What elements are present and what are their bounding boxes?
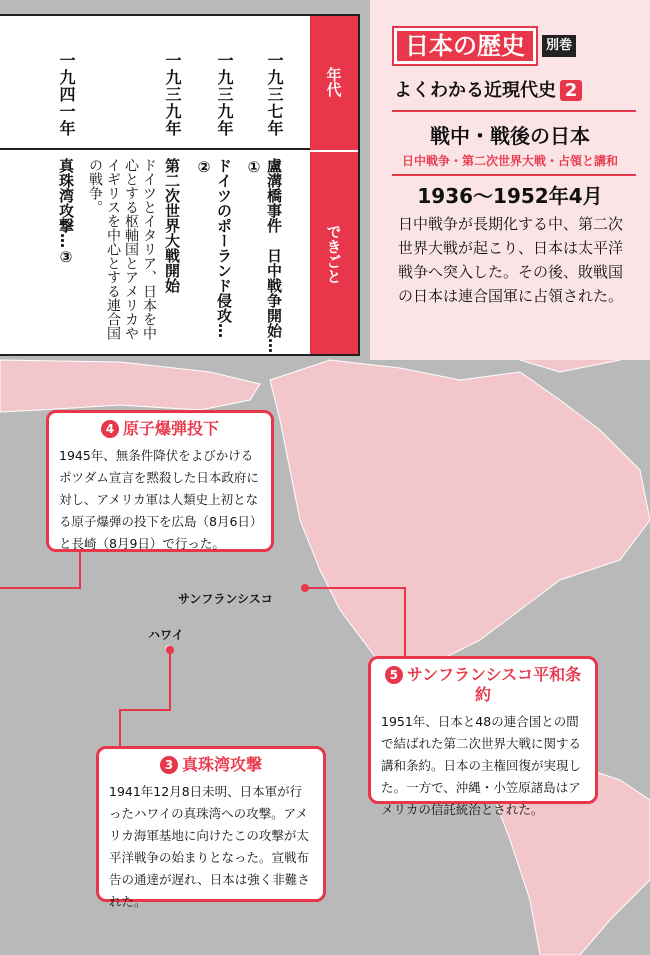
subtitle: 日中戦争・第二次世界大戦・占領と講和 xyxy=(401,154,618,168)
bekkan-badge: 別巻 xyxy=(542,35,576,57)
series-number: 2 xyxy=(560,80,582,101)
timeline-year-3: 一九三九年 xyxy=(163,52,182,137)
series-name: よくわかる近現代史 xyxy=(394,80,556,101)
callout-pearl-body: 1941年12月8日未明、日本軍が行ったハワイの真珠湾への攻撃。アメリカ海軍基地に向けたこの攻撃が太平洋戦争の始まりとなった。宣戦布告の通達が遅れ、日本は強く非難された。 xyxy=(109,784,310,909)
timeline-desc-3: ドイツとイタリア、日本を中心とする枢軸国とアメリカやイギリスを中心とする連合国の戦争。 xyxy=(87,158,157,340)
asia-coast xyxy=(0,360,260,412)
logo-text: 日本の歴史 xyxy=(394,28,536,64)
callout-pearl-number: 3 xyxy=(160,756,178,774)
callout-atomic-body: 1945年、無条件降伏をよびかけるポツダム宣言を黙殺した日本政府に対し、アメリカ軍は人類史上初となる原子爆弾の投下を広島（8月6日）と長崎（8月9日）で行った。 xyxy=(59,448,259,551)
period: 1936〜1952年4月 xyxy=(417,184,603,208)
series-title xyxy=(394,76,582,102)
callout-sf-title xyxy=(381,665,585,705)
header-events: できごと xyxy=(310,150,358,356)
intro-text: 日中戦争が長期化する中、第二次世界大戦が起こり、日本は太平洋戦争へ突入した。その後、敗戦国の日本は連合国軍に占領された。 xyxy=(398,215,624,305)
header-years: 年代 xyxy=(324,67,343,97)
callout-atomic-bomb xyxy=(46,410,274,552)
callout-sf-number: 5 xyxy=(385,666,403,684)
timeline-event-2: ドイツのポーランド侵攻…② xyxy=(195,158,233,338)
callout-pearl-harbor xyxy=(96,746,326,909)
callout-pearl-heading: 真珠湾攻撃 xyxy=(181,755,262,774)
callout-sf-heading: サンフランシスコ平和条約 xyxy=(406,665,582,704)
timeline-table xyxy=(0,14,360,356)
timeline-event-3: 第二次世界大戦開始 xyxy=(163,158,181,293)
san-francisco-dot xyxy=(301,584,309,592)
series-logo xyxy=(394,28,576,64)
separator-top xyxy=(392,110,636,112)
north-america xyxy=(270,360,650,700)
timeline-event-1: 盧溝橋事件 日中戦争開始…① xyxy=(245,158,283,353)
atomic-line xyxy=(0,550,80,588)
separator-bottom xyxy=(392,174,636,176)
callout-sf-body: 1951年、日本と48の連合国との間で結ばれた第二次世界大戦に関する講和条約。日本の主権回復が実現した。一方で、沖縄・小笠原諸島はアメリカの信託統治とされた。 xyxy=(381,714,582,817)
callout-atomic-heading: 原子爆弾投下 xyxy=(122,419,219,438)
callout-sf-treaty xyxy=(368,656,598,817)
title-panel xyxy=(370,0,650,360)
timeline-divider xyxy=(0,148,310,150)
timeline-event-4: 真珠湾攻撃…③ xyxy=(57,158,75,266)
timeline-year-1: 一九三七年 xyxy=(265,52,284,137)
timeline-year-2: 一九三九年 xyxy=(215,52,234,137)
callout-pearl-title xyxy=(109,755,313,775)
label-san-francisco: サンフランシスコ xyxy=(178,592,273,606)
pearl-line xyxy=(120,652,170,748)
timeline-year-4: 一九四一年 xyxy=(57,52,76,137)
timeline-header xyxy=(310,16,358,354)
main-title: 戦中・戦後の日本 xyxy=(430,124,590,148)
hawaii-dot xyxy=(166,646,174,654)
callout-atomic-title xyxy=(59,419,261,439)
label-hawaii: ハワイ xyxy=(148,628,184,642)
callout-atomic-number: 4 xyxy=(101,420,119,438)
